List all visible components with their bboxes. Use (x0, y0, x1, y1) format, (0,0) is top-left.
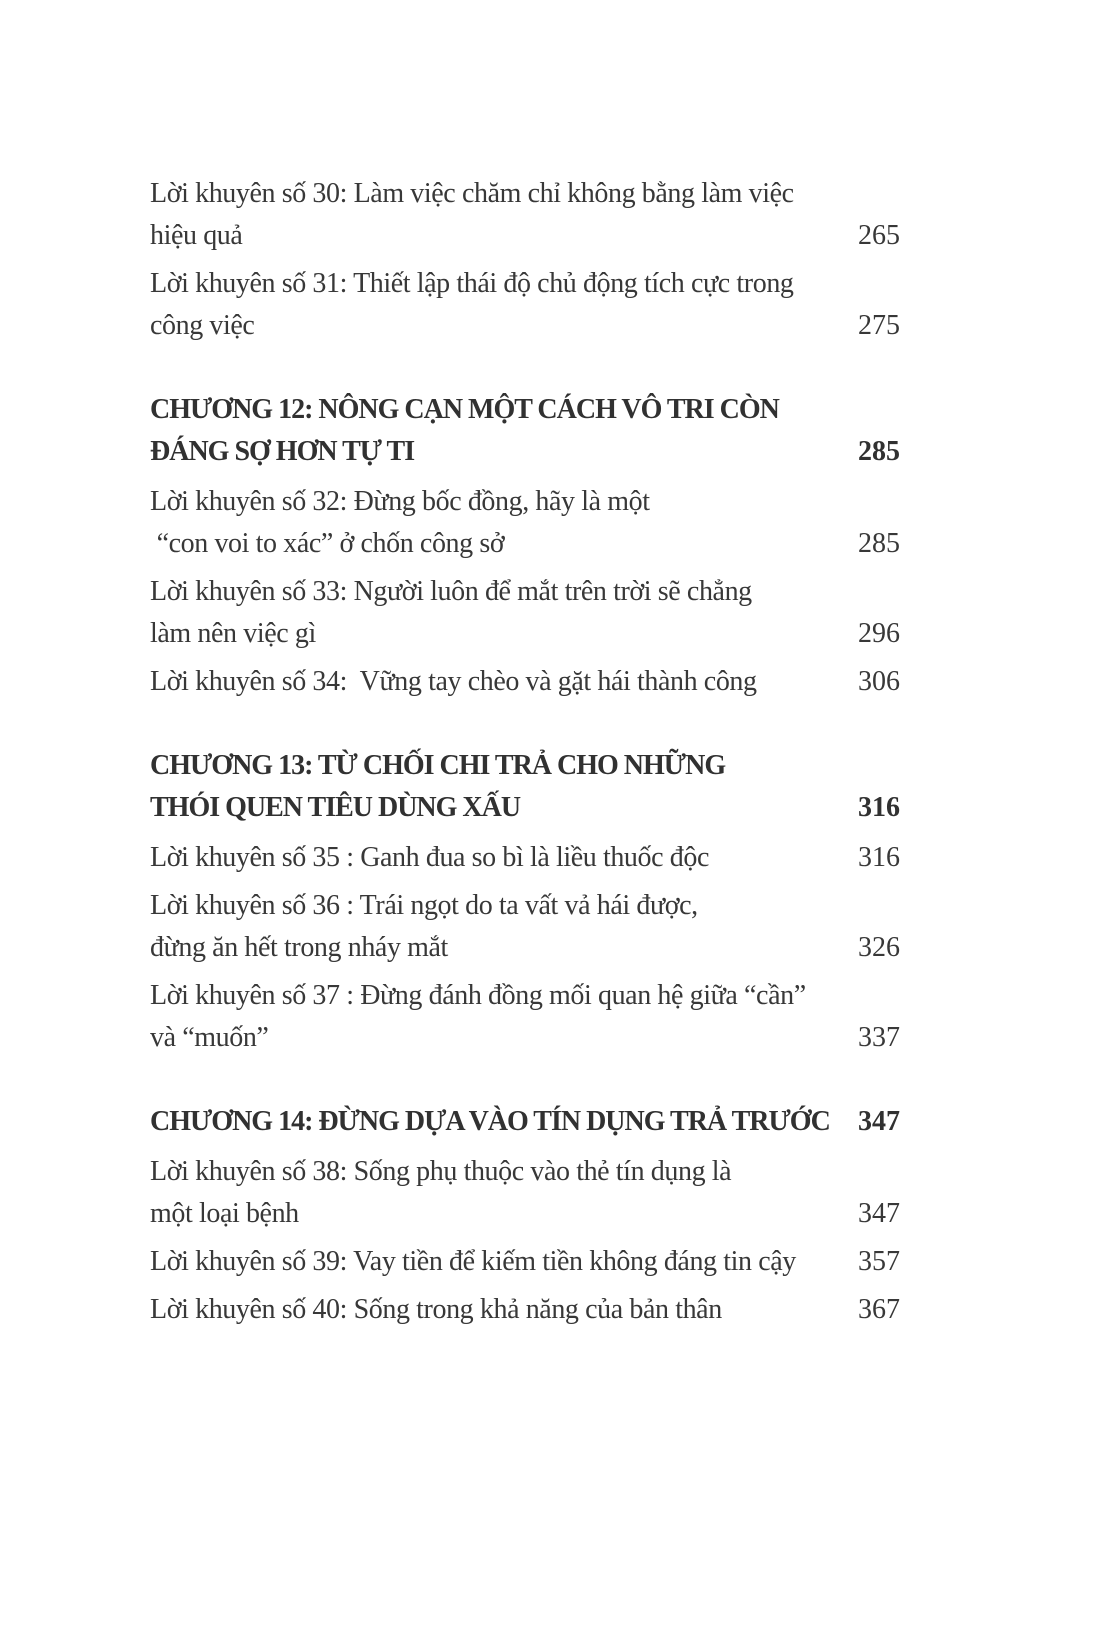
toc-line-text: hiệu quả (150, 220, 243, 251)
toc-line (150, 1017, 900, 1059)
toc-line (150, 571, 900, 613)
toc-line (150, 975, 900, 1017)
toc-line (150, 1289, 900, 1331)
toc-line (150, 1193, 900, 1235)
toc-line (150, 1101, 900, 1143)
toc-line (150, 263, 900, 305)
toc-advice-31 (150, 263, 900, 347)
toc-line-text: đừng ăn hết trong nháy mắt (150, 932, 448, 963)
toc-line-text: làm nên việc gì (150, 618, 316, 649)
toc-list (150, 173, 900, 1337)
toc-line-text: “con voi to xác” ở chốn công sở (150, 528, 505, 559)
toc-line (150, 927, 900, 969)
toc-line (150, 173, 900, 215)
toc-advice-35 (150, 837, 900, 879)
toc-line (150, 1241, 900, 1283)
toc-advice-39 (150, 1241, 900, 1283)
toc-line-text: một loại bệnh (150, 1198, 299, 1229)
toc-line (150, 1151, 900, 1193)
toc-line-text: Lời khuyên số 31: Thiết lập thái độ chủ động tích cực trong (150, 268, 794, 299)
toc-chapter-12 (150, 389, 900, 473)
page-number: 316 (858, 792, 900, 823)
toc-line (150, 837, 900, 879)
toc-line-text: CHƯƠNG 14: ĐỪNG DỰA VÀO TÍN DỤNG TRẢ TRƯỚC (150, 1106, 830, 1137)
toc-line-text: Lời khuyên số 37 : Đừng đánh đồng mối quan hệ giữa “cần” (150, 980, 806, 1011)
page-number: 347 (858, 1198, 900, 1229)
toc-line (150, 389, 900, 431)
page-number: 367 (858, 1294, 900, 1325)
page-number: 296 (858, 618, 900, 649)
toc-line-text: Lời khuyên số 35 : Ganh đua so bì là liều thuốc độc (150, 842, 709, 873)
toc-line-text: Lời khuyên số 30: Làm việc chăm chỉ không bằng làm việc (150, 178, 794, 209)
toc-advice-32 (150, 481, 900, 565)
toc-advice-40 (150, 1289, 900, 1331)
toc-line (150, 431, 900, 473)
toc-line-text: và “muốn” (150, 1022, 269, 1053)
toc-advice-37 (150, 975, 900, 1059)
toc-advice-33 (150, 571, 900, 655)
page-number: 285 (858, 436, 900, 467)
toc-line-text: Lời khuyên số 32: Đừng bốc đồng, hãy là một (150, 486, 650, 517)
toc-chapter-14 (150, 1101, 900, 1143)
toc-line-text: Lời khuyên số 39: Vay tiền để kiếm tiền không đáng tin cậy (150, 1246, 796, 1277)
toc-line (150, 305, 900, 347)
toc-chapter-13 (150, 745, 900, 829)
toc-line-text: công việc (150, 310, 255, 341)
toc-line (150, 613, 900, 655)
toc-line-text: Lời khuyên số 38: Sống phụ thuộc vào thẻ tín dụng là (150, 1156, 732, 1187)
page-number: 285 (858, 528, 900, 559)
page-number: 275 (858, 310, 900, 341)
toc-line-text: Lời khuyên số 34: Vững tay chèo và gặt hái thành công (150, 666, 757, 697)
toc-line (150, 787, 900, 829)
toc-line (150, 481, 900, 523)
toc-line (150, 885, 900, 927)
toc-line-text: CHƯƠNG 12: NÔNG CẠN MỘT CÁCH VÔ TRI CÒN (150, 394, 779, 425)
toc-line (150, 523, 900, 565)
page-number: 265 (858, 220, 900, 251)
toc-advice-30 (150, 173, 900, 257)
page-number: 326 (858, 932, 900, 963)
toc-line (150, 215, 900, 257)
page-number: 337 (858, 1022, 900, 1053)
toc-line-text: Lời khuyên số 36 : Trái ngọt do ta vất vả hái được, (150, 890, 698, 921)
toc-line-text: CHƯƠNG 13: TỪ CHỐI CHI TRẢ CHO NHỮNG (150, 750, 726, 781)
page-number: 316 (858, 842, 900, 873)
toc-line (150, 661, 900, 703)
toc-advice-36 (150, 885, 900, 969)
toc-advice-34 (150, 661, 900, 703)
page-number: 306 (858, 666, 900, 697)
toc-line-text: Lời khuyên số 33: Người luôn để mắt trên trời sẽ chẳng (150, 576, 752, 607)
toc-line (150, 745, 900, 787)
toc-line-text: ĐÁNG SỢ HƠN TỰ TI (150, 436, 415, 467)
toc-line-text: THÓI QUEN TIÊU DÙNG XẤU (150, 792, 521, 823)
page-number: 347 (858, 1106, 900, 1137)
toc-advice-38 (150, 1151, 900, 1235)
page-number: 357 (858, 1246, 900, 1277)
toc-line-text: Lời khuyên số 40: Sống trong khả năng của bản thân (150, 1294, 722, 1325)
